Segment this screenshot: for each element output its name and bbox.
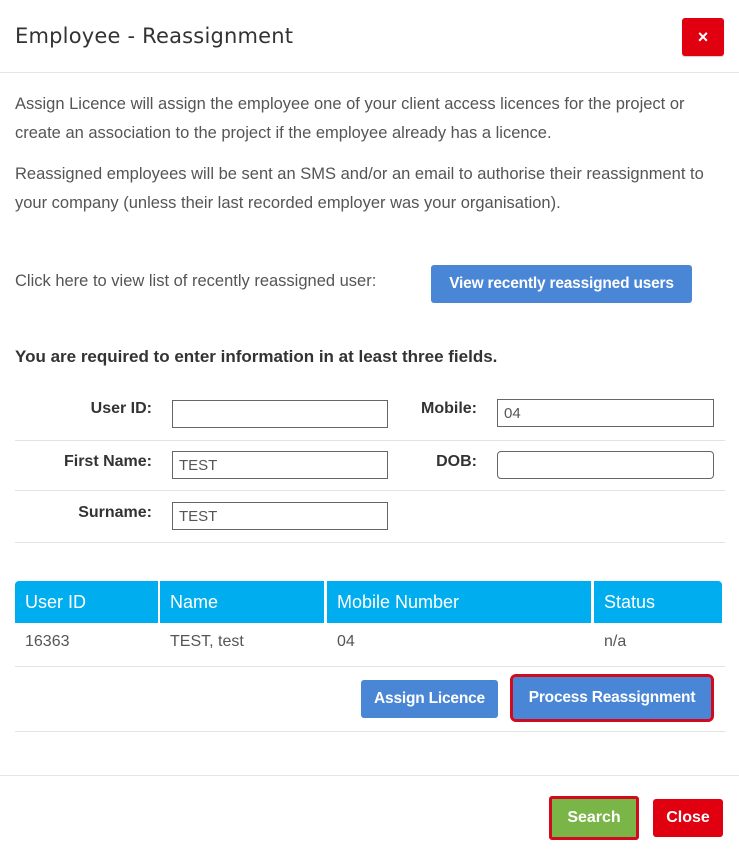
- close-button[interactable]: Close: [653, 799, 723, 837]
- user-id-label: User ID:: [90, 400, 152, 417]
- mobile-label: Mobile:: [421, 400, 477, 417]
- required-notice: You are required to enter information in at least three fields.: [15, 347, 498, 366]
- assign-licence-button[interactable]: Assign Licence: [361, 680, 498, 718]
- user-id-input[interactable]: [172, 400, 388, 428]
- table-divider: [15, 666, 725, 667]
- process-reassignment-button[interactable]: Process Reassignment: [513, 677, 711, 719]
- column-header-name: Name: [160, 581, 324, 623]
- mobile-input[interactable]: 04: [497, 399, 714, 427]
- cell-mobile: 04: [337, 633, 355, 650]
- column-header-status: Status: [594, 581, 722, 623]
- cell-user-id: 16363: [25, 633, 70, 650]
- search-button[interactable]: Search: [549, 796, 639, 840]
- form-divider: [15, 490, 725, 491]
- first-name-input[interactable]: TEST: [172, 451, 388, 479]
- first-name-label: First Name:: [63, 453, 152, 470]
- cell-name: TEST, test: [170, 633, 244, 650]
- column-header-user-id: User ID: [15, 581, 158, 623]
- dob-label: DOB:: [436, 453, 477, 470]
- surname-input[interactable]: TEST: [172, 502, 388, 530]
- dialog-header: [0, 0, 739, 73]
- close-dialog-button[interactable]: [682, 18, 724, 56]
- surname-label: Surname:: [78, 504, 152, 521]
- cell-status: n/a: [604, 633, 627, 650]
- column-header-mobile: Mobile Number: [327, 581, 591, 623]
- form-divider: [15, 440, 725, 441]
- view-recently-reassigned-button[interactable]: View recently reassigned users: [431, 265, 692, 303]
- dob-input[interactable]: [497, 451, 714, 479]
- form-divider: [15, 542, 725, 543]
- info-paragraph-reassignment: Reassigned employees will be sent an SMS and/or an email to authorise their reassignment to your company (unless their last recorded employer was your organisation).: [15, 165, 704, 212]
- info-paragraph-licence: Assign Licence will assign the employee one of your client access licences for the project or create an association to the project if the employee already has a licence.: [15, 95, 685, 142]
- actions-divider: [15, 731, 725, 732]
- footer-divider: [0, 775, 739, 776]
- dialog-title: Employee - Reassignment: [15, 24, 294, 48]
- close-icon: ×: [697, 26, 709, 47]
- view-prompt-text: Click here to view list of recently reassigned user:: [15, 272, 377, 290]
